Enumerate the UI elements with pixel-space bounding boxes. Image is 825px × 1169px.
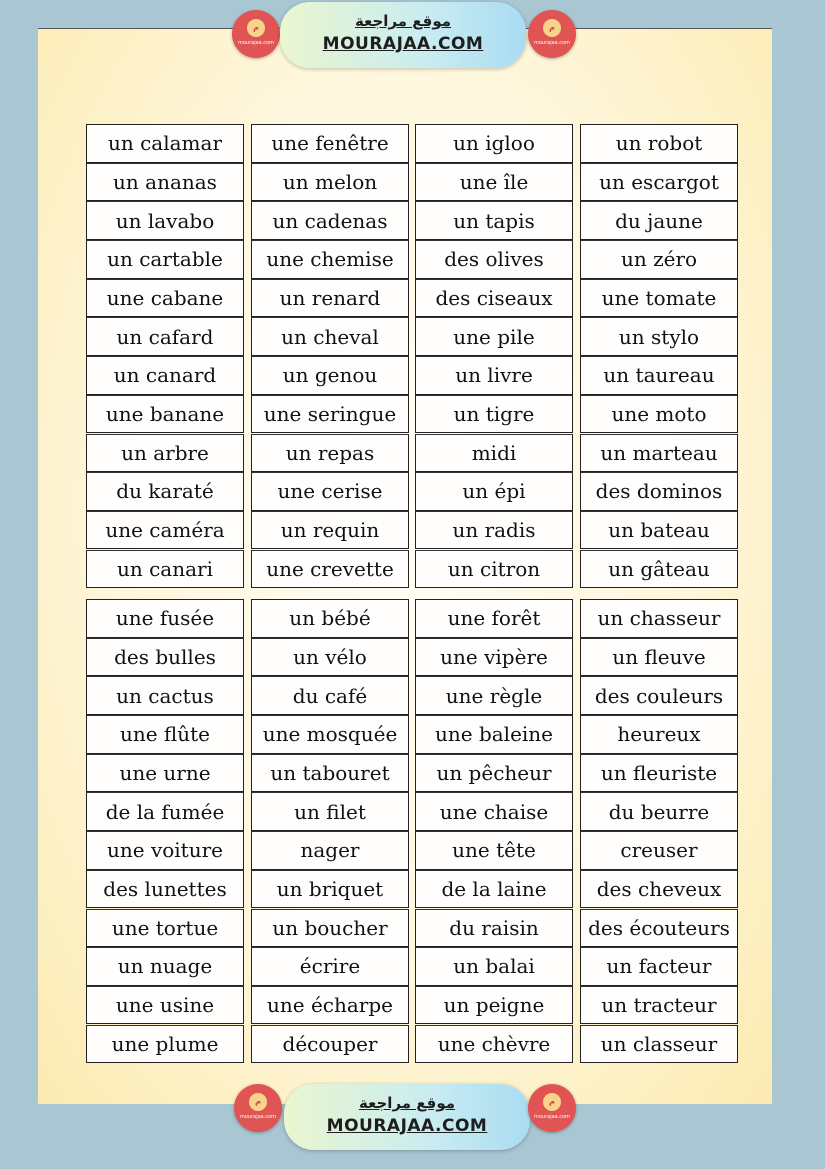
word-card: un renard xyxy=(251,279,409,318)
word-card: un taureau xyxy=(580,356,738,395)
word-card: découper xyxy=(251,1025,409,1064)
word-card: une seringue xyxy=(251,395,409,434)
word-card: un filet xyxy=(251,792,409,831)
word-column xyxy=(86,599,244,1063)
word-card: un cartable xyxy=(86,240,244,279)
word-card: des dominos xyxy=(580,472,738,511)
word-card: une écharpe xyxy=(251,986,409,1025)
word-card: un classeur xyxy=(580,1025,738,1064)
word-card: une cerise xyxy=(251,472,409,511)
word-card: des olives xyxy=(415,240,573,279)
word-card: un tapis xyxy=(415,201,573,240)
word-card: un tracteur xyxy=(580,986,738,1025)
word-card: un facteur xyxy=(580,947,738,986)
word-card: un bateau xyxy=(580,511,738,550)
word-card: un tabouret xyxy=(251,754,409,793)
word-card: un livre xyxy=(415,356,573,395)
word-card: un citron xyxy=(415,550,573,589)
word-card: une tête xyxy=(415,831,573,870)
word-card: un marteau xyxy=(580,434,738,473)
word-card: une caméra xyxy=(86,511,244,550)
site-name-latin[interactable]: MOURAJAA.COM xyxy=(326,1116,488,1136)
word-card: de la laine xyxy=(415,870,573,909)
word-card: des couleurs xyxy=(580,676,738,715)
badge-caption: mourajaa.com xyxy=(239,1114,276,1120)
badge-caption: mourajaa.com xyxy=(533,40,570,46)
word-card: un chasseur xyxy=(580,599,738,638)
site-banner-bottom[interactable] xyxy=(284,1084,530,1150)
word-card: des cheveux xyxy=(580,870,738,909)
word-card: un canard xyxy=(86,356,244,395)
word-card: un cheval xyxy=(251,317,409,356)
word-card: une chèvre xyxy=(415,1025,573,1064)
word-card: une moto xyxy=(580,395,738,434)
word-card: une voiture xyxy=(86,831,244,870)
word-card: une mosquée xyxy=(251,715,409,754)
word-card: un tigre xyxy=(415,395,573,434)
word-card: un radis xyxy=(415,511,573,550)
word-card: un canari xyxy=(86,550,244,589)
word-card: creuser xyxy=(580,831,738,870)
word-card: un igloo xyxy=(415,124,573,163)
word-card: un nuage xyxy=(86,947,244,986)
word-card: un lavabo xyxy=(86,201,244,240)
word-card: écrire xyxy=(251,947,409,986)
word-card: heureux xyxy=(580,715,738,754)
word-grid-bottom xyxy=(86,599,740,1064)
word-card: un balai xyxy=(415,947,573,986)
word-card: une chemise xyxy=(251,240,409,279)
logo-mark-icon: م xyxy=(543,19,561,37)
word-card: des écouteurs xyxy=(580,909,738,948)
site-name-arabic: موقع مراجعة xyxy=(354,12,452,30)
word-column xyxy=(415,124,573,588)
word-card: une urne xyxy=(86,754,244,793)
word-card: un pêcheur xyxy=(415,754,573,793)
word-card: un melon xyxy=(251,163,409,202)
word-card: une fusée xyxy=(86,599,244,638)
word-card: des bulles xyxy=(86,638,244,677)
word-card: un fleuriste xyxy=(580,754,738,793)
word-card: un arbre xyxy=(86,434,244,473)
badge-caption: mourajaa.com xyxy=(237,40,274,46)
word-card: une flûte xyxy=(86,715,244,754)
word-card: une tomate xyxy=(580,279,738,318)
word-card: un robot xyxy=(580,124,738,163)
word-card: midi xyxy=(415,434,573,473)
word-card: un cafard xyxy=(86,317,244,356)
logo-mark-icon: م xyxy=(247,19,265,37)
word-card: un gâteau xyxy=(580,550,738,589)
word-grid-top xyxy=(86,124,740,589)
word-column xyxy=(580,124,738,588)
word-card: une baleine xyxy=(415,715,573,754)
word-card: du karaté xyxy=(86,472,244,511)
word-column xyxy=(86,124,244,588)
word-card: une crevette xyxy=(251,550,409,589)
word-card: une tortue xyxy=(86,909,244,948)
word-column xyxy=(251,599,409,1063)
word-card: un requin xyxy=(251,511,409,550)
word-card: une plume xyxy=(86,1025,244,1064)
word-card: nager xyxy=(251,831,409,870)
word-card: un escargot xyxy=(580,163,738,202)
word-card: un fleuve xyxy=(580,638,738,677)
word-card: des ciseaux xyxy=(415,279,573,318)
site-logo-right-top[interactable] xyxy=(528,10,576,58)
site-logo-left-top[interactable] xyxy=(232,10,280,58)
word-column xyxy=(415,599,573,1063)
word-card: un épi xyxy=(415,472,573,511)
word-card: un peigne xyxy=(415,986,573,1025)
word-card: une chaise xyxy=(415,792,573,831)
word-card: une pile xyxy=(415,317,573,356)
word-card: une règle xyxy=(415,676,573,715)
logo-mark-icon: م xyxy=(249,1093,267,1111)
word-card: une usine xyxy=(86,986,244,1025)
word-card: une fenêtre xyxy=(251,124,409,163)
site-name-latin[interactable]: MOURAJAA.COM xyxy=(322,34,484,54)
word-card: un zéro xyxy=(580,240,738,279)
word-card: du raisin xyxy=(415,909,573,948)
word-card: du café xyxy=(251,676,409,715)
word-card: un genou xyxy=(251,356,409,395)
word-card: un cadenas xyxy=(251,201,409,240)
word-card: un calamar xyxy=(86,124,244,163)
word-column xyxy=(251,124,409,588)
site-logo-right-bottom[interactable] xyxy=(528,1084,576,1132)
site-name-arabic: موقع مراجعة xyxy=(358,1094,456,1112)
site-logo-left-bottom[interactable] xyxy=(234,1084,282,1132)
word-card: des lunettes xyxy=(86,870,244,909)
word-card: un boucher xyxy=(251,909,409,948)
word-card: un vélo xyxy=(251,638,409,677)
word-column xyxy=(580,599,738,1063)
word-card: du beurre xyxy=(580,792,738,831)
word-card: un ananas xyxy=(86,163,244,202)
word-card: une vipère xyxy=(415,638,573,677)
badge-caption: mourajaa.com xyxy=(533,1114,570,1120)
word-card: du jaune xyxy=(580,201,738,240)
word-card: une cabane xyxy=(86,279,244,318)
word-card: une forêt xyxy=(415,599,573,638)
word-card: un repas xyxy=(251,434,409,473)
word-card: un briquet xyxy=(251,870,409,909)
word-card: une île xyxy=(415,163,573,202)
word-card: un stylo xyxy=(580,317,738,356)
word-card: une banane xyxy=(86,395,244,434)
word-card: de la fumée xyxy=(86,792,244,831)
logo-mark-icon: م xyxy=(543,1093,561,1111)
site-banner-top[interactable] xyxy=(280,2,526,68)
word-card: un cactus xyxy=(86,676,244,715)
word-card: un bébé xyxy=(251,599,409,638)
